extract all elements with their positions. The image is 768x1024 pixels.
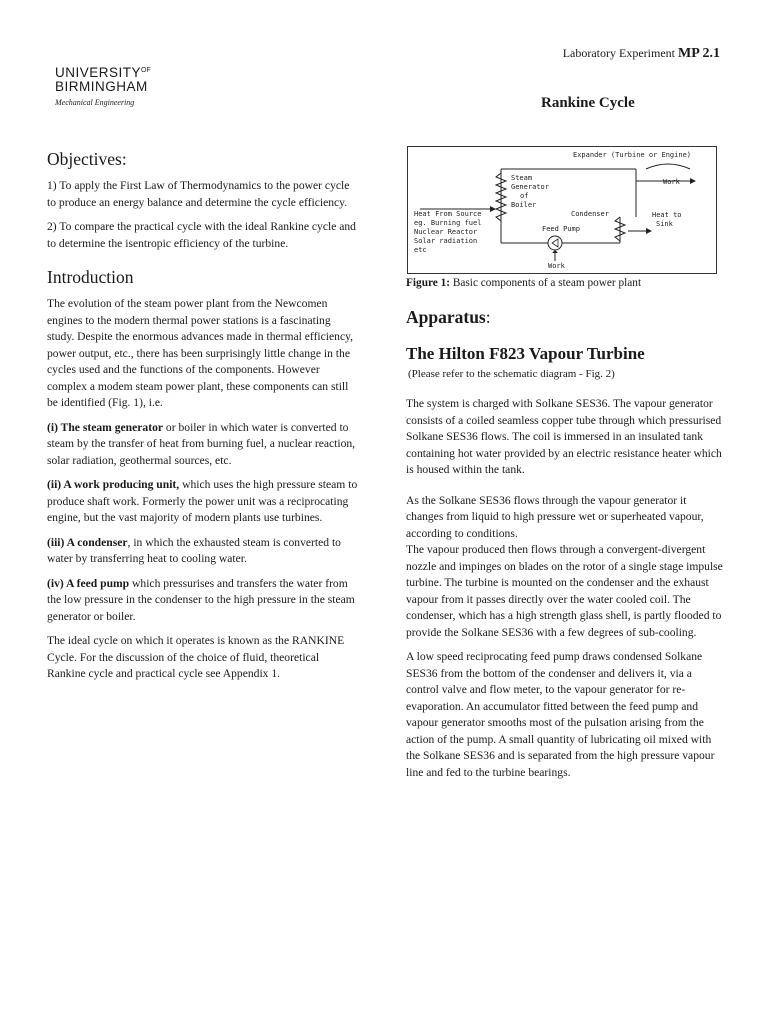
right-column <box>406 306 724 789</box>
solar-label: Solar radiation <box>414 237 478 245</box>
logo-line1: UNIVERSITY <box>55 65 142 80</box>
component-text: or boiler in which water is converted to steam by the transfer of heat from burning fuel, a nuclear reaction, solar radiation, geothermal sources, etc. <box>47 420 356 467</box>
objectives-heading: Objectives: <box>47 149 127 169</box>
component-text: , in which the exhausted steam is converted to water by transferring heat to cooling water. <box>47 535 341 565</box>
feed-pump-label: Feed Pump <box>542 225 580 233</box>
component-label: (i) The steam generator <box>47 420 164 434</box>
objective-item: 2) To compare the practical cycle with the ideal Rankine cycle and to determine the isentropic efficiency of the turbine. <box>47 220 356 250</box>
apparatus-heading-colon: : <box>485 307 491 327</box>
etc-label: etc <box>414 246 427 254</box>
steam-label: Steam <box>511 174 533 182</box>
steam-plant-schematic <box>408 147 716 273</box>
apparatus-heading <box>406 306 724 328</box>
component-label: (iv) A feed pump <box>47 576 130 590</box>
logo-of: OF <box>141 67 151 74</box>
of-label: of <box>520 192 529 200</box>
intro-paragraph: The evolution of the steam power plant from the Newcomen engines to the modern thermal power stations is a fascinating study. Despite the enormous advances made in thermal efficiency, power output, etc., there has been surprisingly little change in the cycles used and the functions of the components. However complex a modem steam power plant, these components can still be identified (Fig. 1), i.e. <box>47 297 354 409</box>
apparatus-paragraph: The vapour produced then flows through a convergent-divergent nozzle and impinges on blades on the rotor of a single stage impulse turbine. The turbine is mounted on the condenser and the exhaust vapour from it passes directly over the water cooled coil. The condenser, which has a high strength glass shell, is partly flooded to provide the Solkane SES36 with a few degrees of sub-cooling. <box>406 543 723 639</box>
component-item <box>47 420 359 470</box>
apparatus-subheading: The Hilton F823 Vapour Turbine <box>406 344 645 363</box>
heat-from-label: Heat From Source <box>414 210 482 218</box>
work-out-label: Work <box>663 178 680 186</box>
sink-label: Sink <box>656 220 673 228</box>
component-item <box>47 477 359 527</box>
figure-caption <box>406 277 641 289</box>
experiment-code: MP 2.1 <box>678 46 720 61</box>
apparatus-heading-text: Apparatus <box>406 307 486 327</box>
figure-1-diagram <box>407 146 717 274</box>
apparatus-note: (Please refer to the schematic diagram - Fig. 2) <box>408 368 615 380</box>
component-label: (iii) A condenser <box>47 535 128 549</box>
caption-text: Basic components of a steam power plant <box>450 277 642 289</box>
heat-out-arrowhead <box>646 228 652 234</box>
expander-shape <box>646 164 690 169</box>
component-text: which uses the high pressure steam to produce shaft work. Formerly the power unit was a reciprocating engine, but the vast majority of modern plants use turbines. <box>47 478 358 524</box>
component-item <box>47 576 359 626</box>
condenser-label: Condenser <box>571 210 609 218</box>
boiler-label: Boiler <box>511 201 537 209</box>
eg-label: eg. Burning fuel <box>414 219 482 227</box>
expander-label: Expander (Turbine or Engine) <box>573 151 692 159</box>
closing-paragraph: The ideal cycle on which it operates is known as the RANKINE Cycle. For the discussion of the choice of fluid, theoretical Rankine cycle and practical cycle see Appendix 1. <box>47 634 345 680</box>
nuclear-label: Nuclear Reactor <box>414 228 478 236</box>
page-title: Rankine Cycle <box>541 95 635 111</box>
work-in-label: Work <box>548 262 565 270</box>
caption-label: Figure 1: <box>406 277 451 289</box>
apparatus-paragraph: A low speed reciprocating feed pump draws condensed Solkane SES36 from the bottom of the condenser and delivers it, via a control valve and flow meter, to the vapour generator for re-evaporation. An accumulator fitted between the feed pump and vapour generator smooths most of the pulsation arising from the action of the pump. A small quantity of lubricating oil mixed with the Solkane SES36 and is separated from the high pressure vapour line and fed to the turbine bearings. <box>406 650 715 779</box>
component-text: which pressurises and transfers the water from the low pressure in the condenser to the high pressure in the steam generator or boiler. <box>47 576 355 623</box>
apparatus-paragraph: As the Solkane SES36 flows through the vapour generator it changes from liquid to high pressure wet or superheated vapour, according to conditions. <box>406 493 704 540</box>
work-out-arrowhead <box>690 178 696 184</box>
heat-in-arrowhead <box>490 206 496 212</box>
apparatus-paragraph: The system is charged with Solkane SES36. The vapour generator consists of a coiled seamless copper tube through which pressurised Solkane SES36 flows. The coil is immersed in an insulated tank containing hot water provided by an electric resistance heater which is housed within the tank. <box>406 397 722 476</box>
introduction-heading: Introduction <box>47 267 134 287</box>
logo-line2: BIRMINGHAM <box>55 79 148 94</box>
heat-to-label: Heat to <box>652 211 682 219</box>
left-column <box>47 148 359 691</box>
university-logo <box>55 64 185 107</box>
pump-symbol <box>548 236 562 250</box>
experiment-label: Laboratory Experiment <box>562 46 675 60</box>
component-label: (ii) A work producing unit, <box>47 478 180 491</box>
department-name: Mechanical Engineering <box>55 98 135 107</box>
work-in-arrowhead <box>552 250 558 253</box>
objective-item: 1) To apply the First Law of Thermodynamics to the power cycle to produce an energy balance and determine the cycle efficiency. <box>47 179 350 209</box>
experiment-header <box>563 46 720 62</box>
generator-label: Generator <box>511 183 549 191</box>
component-item <box>47 535 359 568</box>
